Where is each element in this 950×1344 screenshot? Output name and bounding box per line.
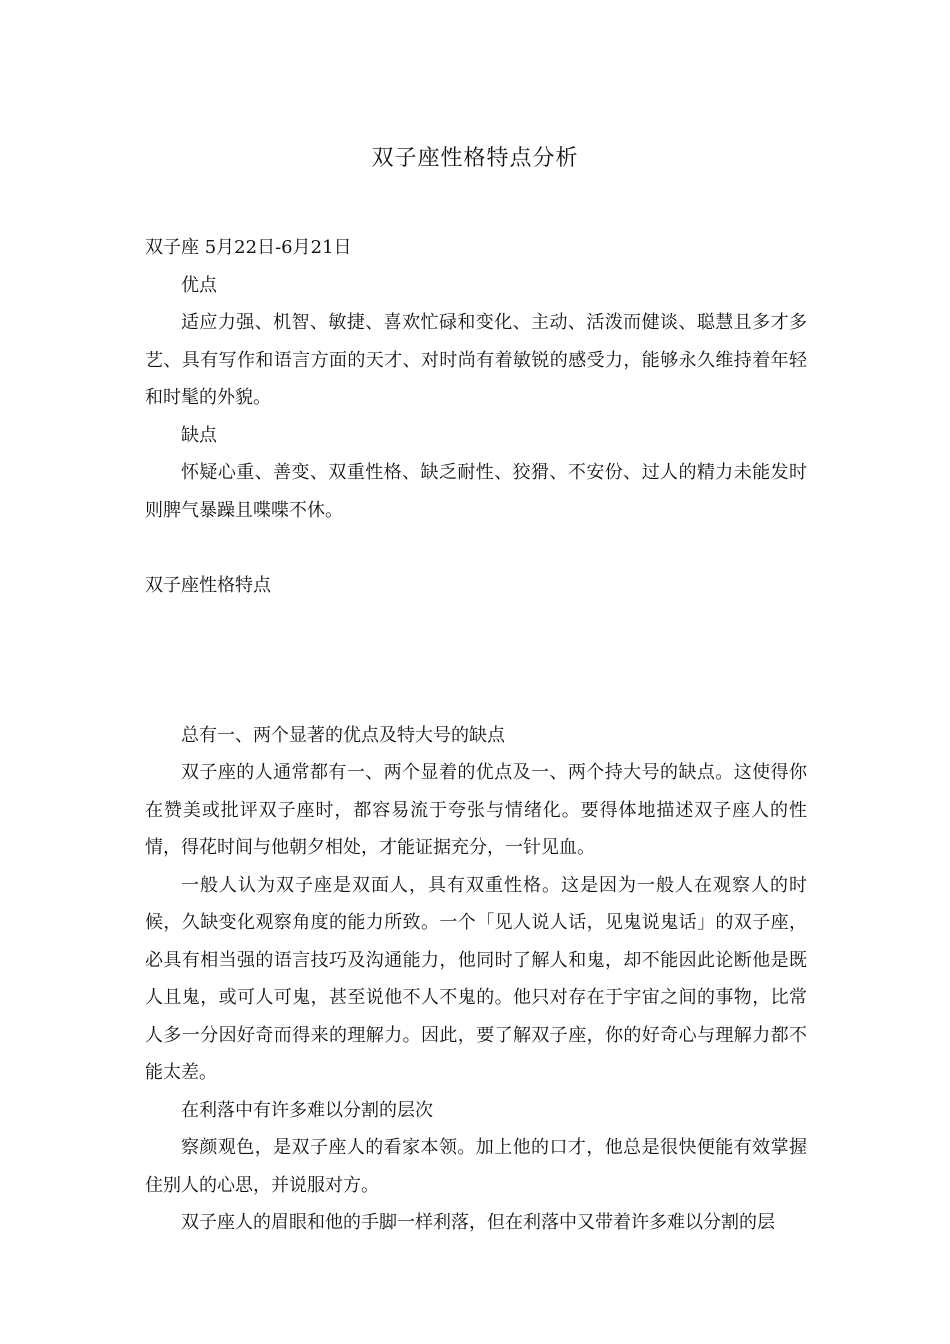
page-title: 双子座性格特点分析 bbox=[371, 146, 579, 171]
paragraph-1: 双子座的人通常都有一、两个显着的优点及一、两个持大号的缺点。这使得你在赞美或批评双子座时，都容易流于夸张与情绪化。要得体地描述双子座人的性情，得花时间与他朝夕相处，才能证据充分，一针见血。 bbox=[145, 762, 807, 858]
traits-heading: 双子座性格特点 bbox=[145, 574, 271, 596]
document-body bbox=[145, 229, 807, 1242]
date-line: 双子座 5月22日-6月21日 bbox=[145, 237, 352, 258]
paragraph-4: 双子座人的眉眼和他的手脚一样利落，但在利落中又带着许多难以分割的层 bbox=[181, 1212, 775, 1233]
strengths-paragraph: 适应力强、机智、敏捷、喜欢忙碌和变化、主动、活泼而健谈、聪慧且多才多艺、具有写作和语言方面的天才、对时尚有着敏锐的感受力，能够永久维持着年轻和时髦的外貌。 bbox=[145, 312, 807, 408]
paragraph-2: 一般人认为双子座是双面人，具有双重性格。这是因为一般人在观察人的时候，久缺变化观察角度的能力所致。一个「见人说人话，见鬼说鬼话」的双子座，必具有相当强的语言技巧及沟通能力，他同时了解人和鬼，却不能因此论断他是既人且鬼，或可人可鬼，甚至说他不人不鬼的。他只对存在于宇宙之间的事物，比常人多一分因好奇而得来的理解力。因此，要了解双子座，你的好奇心与理解力都不能太差。 bbox=[145, 874, 807, 1083]
paragraph-3: 察颜观色，是双子座人的看家本领。加上他的口才，他总是很快便能有效掌握住别人的心思，并说服对方。 bbox=[145, 1137, 807, 1196]
spacer bbox=[145, 529, 807, 567]
weaknesses-paragraph: 怀疑心重、善变、双重性格、缺乏耐性、狡猾、不安份、过人的精力未能发时则脾气暴躁且喋喋不休。 bbox=[145, 462, 807, 521]
spacer bbox=[145, 604, 807, 717]
strengths-heading: 优点 bbox=[181, 274, 217, 296]
subheading-1: 总有一、两个显著的优点及特大号的缺点 bbox=[181, 724, 505, 746]
subheading-2: 在利落中有许多难以分割的层次 bbox=[181, 1099, 433, 1121]
weaknesses-heading: 缺点 bbox=[181, 424, 217, 446]
